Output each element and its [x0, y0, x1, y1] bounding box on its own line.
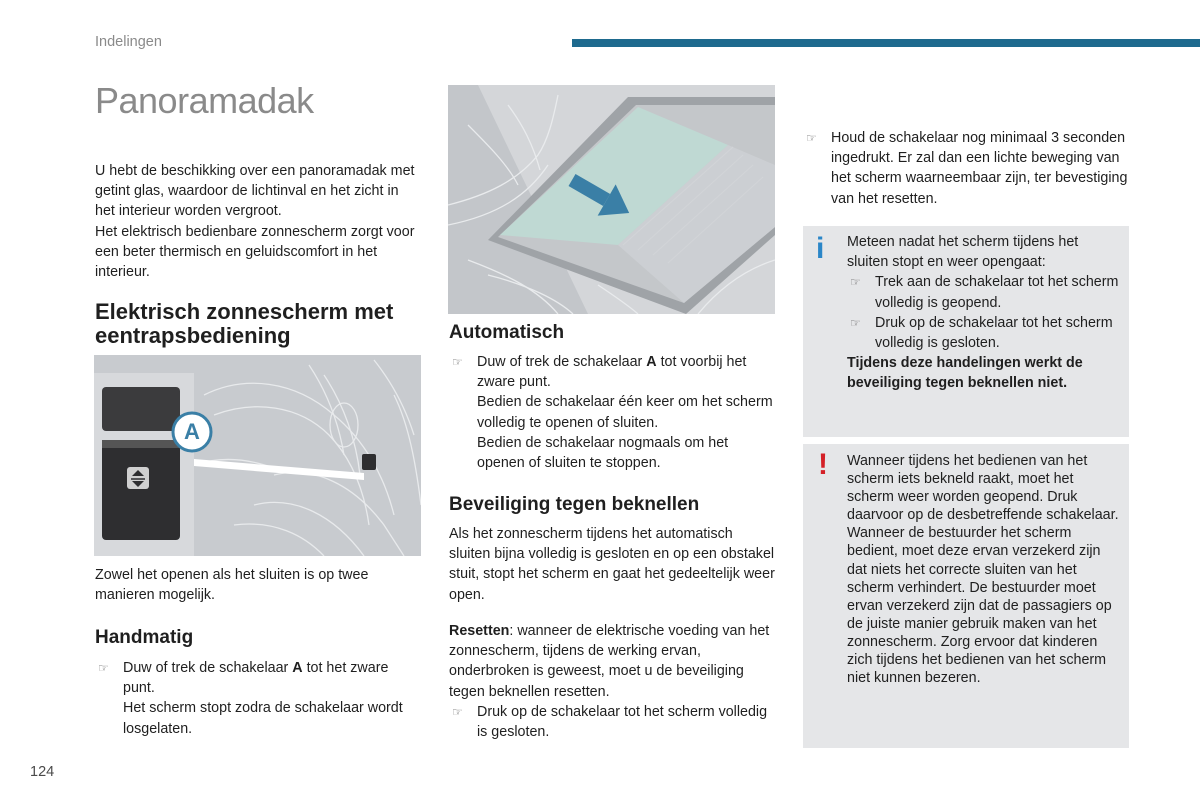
- electric-screen-heading: Elektrisch zonnescherm met eentrapsbediening: [95, 299, 394, 348]
- bullet-marker-icon: ☞: [98, 661, 109, 675]
- hold-bullet: ☞ Houd de schakelaar nog minimaal 3 seconden ingedrukt. Er zal dan een lichte beweging van het scherm waarneembaar zijn, ter bevestiging van het resetten.: [806, 130, 1128, 207]
- section-label: Indelingen: [95, 34, 162, 50]
- intro-paragraph-2: Het elektrisch bedienbare zonnescherm zorgt voor een beter thermisch en geluidscomfort in het interieur.: [95, 223, 415, 281]
- header-rule: [572, 39, 1200, 47]
- bullet-marker-icon: ☞: [806, 131, 817, 145]
- warning-box: [803, 444, 1129, 748]
- both-ways-text: Zowel het openen als het sluiten is op twee manieren mogelijk.: [95, 567, 369, 604]
- reset-text: Resetten: wanneer de elektrische voeding van het zonnescherm, tijdens de werking ervan, onderbroken is geweest, moet u de beveiliging tegen beknellen resetten.: [449, 623, 770, 700]
- bullet-marker-icon: ☞: [452, 355, 463, 369]
- bullet-marker-icon: ☞: [850, 275, 861, 290]
- reset-section: [449, 621, 775, 742]
- manual-heading: Handmatig: [95, 627, 194, 648]
- bullet-marker-icon: ☞: [452, 704, 463, 719]
- manual-bullet: ☞ Duw of trek de schakelaar A tot het zware punt.: [98, 660, 389, 697]
- pinch-protection-text: Als het zonnescherm tijdens het automatisch sluiten bijna volledig is gesloten en op een obstakel stuit, stopt het scherm en gaat het gedeeltelijk weer open.: [449, 526, 775, 603]
- switch-drawing: [94, 355, 421, 556]
- automatic-instructions: [449, 352, 775, 473]
- info-box-text: [847, 232, 1119, 394]
- manual-note: Het scherm stopt zodra de schakelaar wordt losgelaten.: [123, 700, 403, 737]
- sunroof-drawing: [448, 85, 775, 314]
- info-box: [803, 226, 1129, 437]
- page-title: Panoramadak: [95, 80, 314, 121]
- warning-icon: !: [818, 448, 828, 481]
- info-bullet-close: ☞ Druk op de schakelaar tot het scherm volledig is gesloten.: [850, 314, 1113, 352]
- automatic-heading: Automatisch: [449, 322, 565, 343]
- bullet-marker-icon: ☞: [850, 315, 861, 330]
- warning-text: Wanneer tijdens het bedienen van het scherm iets bekneld raakt, moet het scherm weer worden geopend. Druk daarvoor op de desbetreffende schakelaar. Wanneer de bestuurder het scherm bedient, moet deze ervan verzekerd zijn dat niets het correcte sluiten van het scherm verhindert. De bestuurder moet ervan verzekerd zijn dat de passagiers op de juiste manier gebruik maken van het zonnescherm. Zorg ervoor dat kinderen zich tijdens het bedienen van het scherm niet kunnen bezeren.: [847, 453, 1119, 687]
- reset-bullet: ☞ Druk op de schakelaar tot het scherm volledig is gesloten.: [452, 703, 768, 741]
- manual-instructions: [95, 658, 420, 739]
- hold-instruction: [803, 128, 1129, 209]
- info-icon: i: [816, 232, 825, 265]
- switch-illustration: [94, 355, 421, 556]
- info-bold-note: Tijdens deze handelingen werkt de beveiliging tegen beknellen niet.: [847, 355, 1083, 392]
- intro-text: [95, 161, 420, 282]
- automatic-once-text: Bedien de schakelaar één keer om het scherm volledig te openen of sluiten.: [477, 394, 773, 431]
- info-bullet-open: ☞ Trek aan de schakelaar tot het scherm volledig is geopend.: [850, 274, 1119, 311]
- switch-callout-a: A: [184, 419, 200, 444]
- intro-paragraph-1: U hebt de beschikking over een panoramadak met getint glas, waardoor de lichtinval en het zicht in het interieur worden vergroot.: [95, 163, 415, 220]
- info-intro: Meteen nadat het scherm tijdens het sluiten stopt en weer opengaat:: [847, 234, 1079, 271]
- page-number: 124: [30, 764, 55, 780]
- automatic-bullet: ☞ Duw of trek de schakelaar A tot voorbij het zware punt.: [452, 354, 747, 391]
- sunroof-illustration: [448, 85, 775, 314]
- automatic-again-text: Bedien de schakelaar nogmaals om het openen of sluiten te stoppen.: [477, 434, 729, 472]
- pinch-protection-heading: Beveiliging tegen beknellen: [449, 494, 700, 515]
